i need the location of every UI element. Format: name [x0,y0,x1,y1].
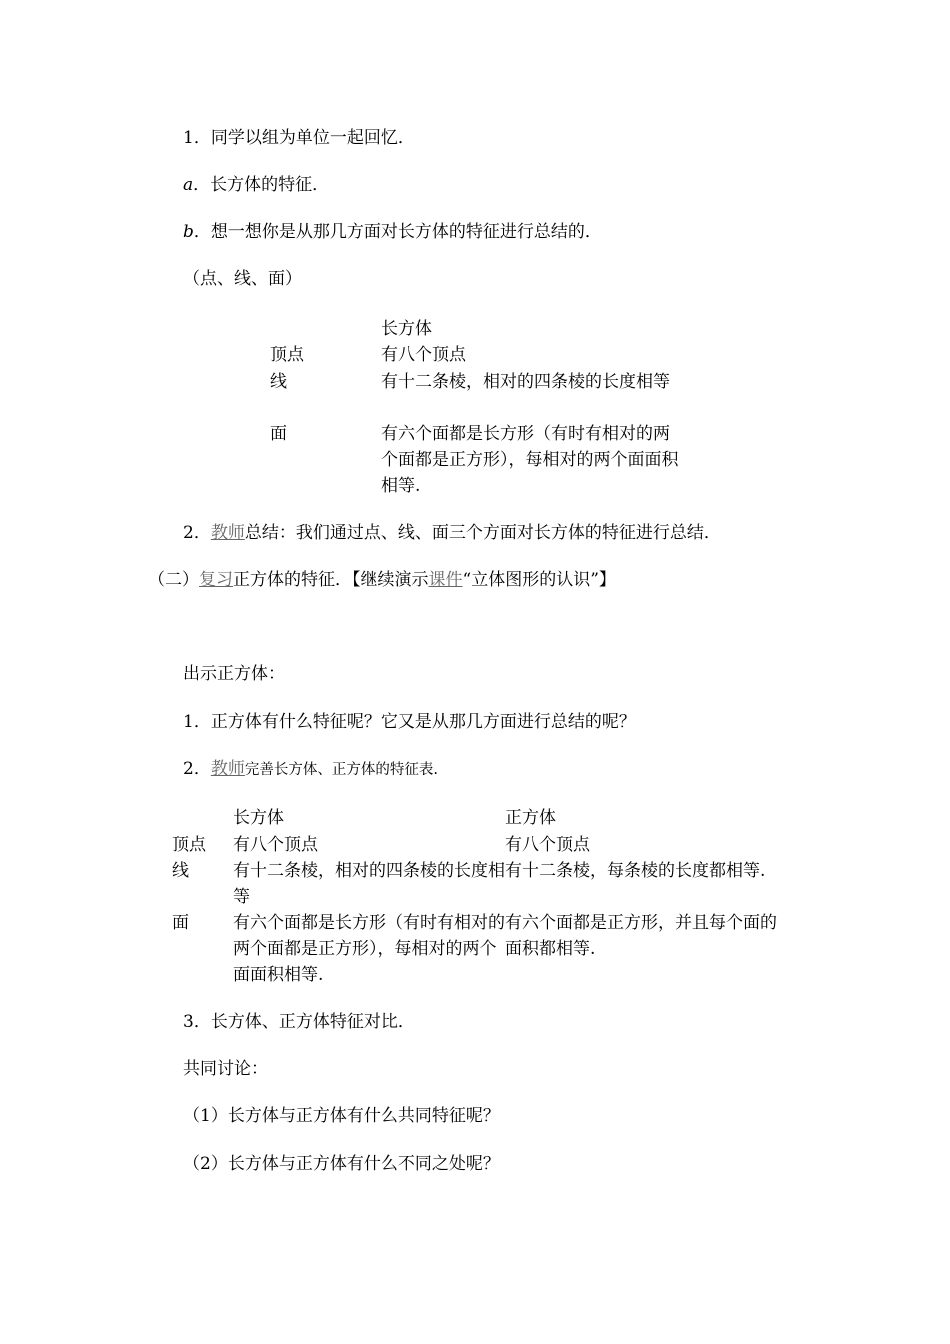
table2-label-face: 面 [172,913,189,933]
section2-text1: 正方体的特征．【继续演示 [233,570,429,590]
teacher-link-2[interactable]: 教师 [210,759,245,779]
table2-header-cube: 正方体 [505,808,556,828]
review-link[interactable]: 复习 [199,570,233,590]
question-2 [183,758,438,781]
table2-rect-face: 有六个面都是长方形（有时有相对的两个面都是正方形），每相对的两个面面积相等. [233,913,505,985]
question-2-prefix: 2． [183,759,211,779]
table2-label-vertex: 顶点 [172,835,206,855]
item-b-text: ．想一想你是从那几方面对长方体的特征进行总结的． [193,222,602,242]
discussion-1: （1）长方体与正方体有什么共同特征呢？ [183,1106,500,1126]
show-cube-text: 出示正方体： [183,664,285,684]
table1-label-face: 面 [270,424,287,444]
table1-label-vertex: 顶点 [270,345,304,365]
item-1: 1．同学以组为单位一起回忆． [183,128,415,148]
summary-prefix: 2． [183,523,211,543]
section2-heading [148,569,616,591]
discussion-2: （2）长方体与正方体有什么不同之处呢？ [183,1154,500,1174]
question-2-text: 完善长方体、正方体的特征表. [244,762,438,778]
question-1: 1．正方体有什么特征呢？它又是从那几方面进行总结的呢？ [183,712,636,732]
table2-label-edge: 线 [172,861,189,881]
discuss-heading: 共同讨论： [183,1059,268,1079]
table2-rect-vertex: 有八个顶点 [233,835,318,855]
table2-cube-face: 有六个面都是正方形，并且每个面的面积都相等. [505,913,777,959]
section2-text2: “立体图形的认识”】 [462,570,616,590]
teacher-link[interactable]: 教师 [210,523,245,543]
item-a [183,174,329,196]
item-b-letter: b [183,222,194,242]
section2-prefix: （二） [148,570,199,590]
table2-cube-vertex: 有八个顶点 [505,835,590,855]
question-3: 3．长方体、正方体特征对比． [183,1012,415,1032]
summary-text: 总结：我们通过点、线、面三个方面对长方体的特征进行总结． [244,523,721,543]
item-b [183,221,602,243]
table1-value-vertex: 有八个顶点 [381,345,466,365]
hint-text: （点、线、面） [183,269,302,289]
table2-rect-edge: 有十二条棱，相对的四条棱的长度相等 [233,861,505,907]
table2-header-rect: 长方体 [233,808,284,828]
table1-header: 长方体 [381,319,432,339]
courseware-link[interactable]: 课件 [428,570,463,590]
table1-label-edge: 线 [270,372,287,392]
table2-cube-edge: 有十二条棱，每条棱的长度都相等. [505,861,766,881]
summary-line [183,522,721,544]
item-a-text: ．长方体的特征． [193,175,330,195]
table1-value-edge: 有十二条棱，相对的四条棱的长度相等 [381,372,670,392]
table1-value-face: 有六个面都是长方形（有时有相对的两个面都是正方形），每相对的两个面面积相等. [381,424,679,496]
item-a-letter: a [183,175,194,195]
